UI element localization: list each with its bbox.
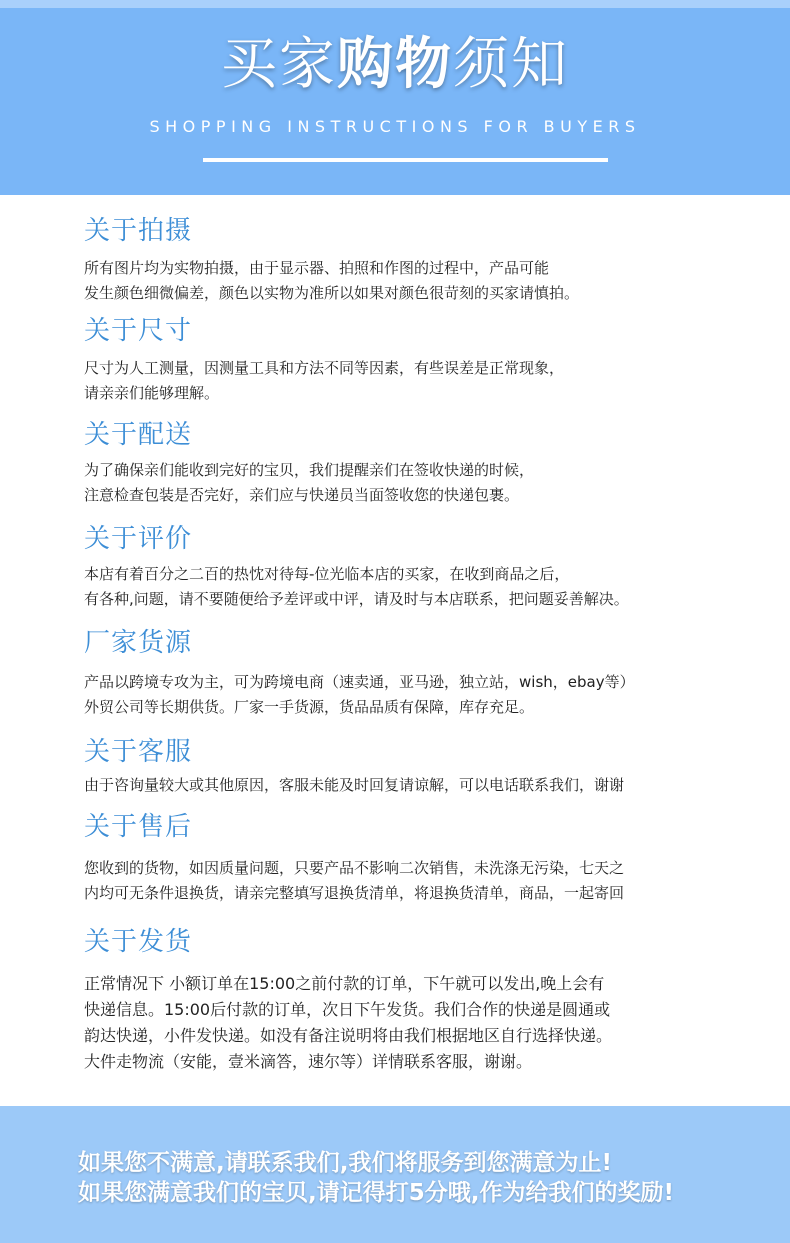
section-text-line: 外贸公司等长期供货。厂家一手货源，货品品质有保障，库存充足。	[84, 698, 535, 716]
page-title	[0, 30, 790, 100]
section-after-sales	[84, 810, 724, 906]
section-size	[84, 314, 724, 406]
section-text-line: 内均可无条件退换货，请亲完整填写退换货清单，将退换货清单，商品，一起寄回	[84, 884, 625, 902]
section-heading: 关于拍摄	[84, 216, 193, 246]
page-subtitle: SHOPPING INSTRUCTIONS FOR BUYERS	[149, 117, 641, 136]
section-text-line: 大件走物流（安能，壹米滴答，速尔等）详情联系客服，谢谢。	[84, 1052, 533, 1071]
title-part-1: 买家	[221, 32, 337, 97]
section-heading: 关于评价	[84, 524, 193, 554]
section-text-line: 注意检查包装是否完好，亲们应与快递员当面签收您的快递包裹。	[84, 486, 520, 504]
header-divider	[203, 158, 608, 162]
footer-line-1: 如果您不满意,请联系我们,我们将服务到您满意为止!	[78, 1150, 612, 1176]
section-heading: 关于配送	[84, 420, 193, 450]
section-text-line: 您收到的货物，如因质量问题，只要产品不影响二次销售，未洗涤无污染，七天之	[84, 859, 625, 877]
section-text-line: 韵达快递，小件发快递。如没有备注说明将由我们根据地区自行选择快递。	[84, 1026, 613, 1045]
section-text-line: 有各种,问题，请不要随便给予差评或中评，请及时与本店联系，把问题妥善解决。	[84, 590, 629, 608]
footer-banner	[0, 1106, 790, 1243]
section-heading: 关于尺寸	[84, 316, 193, 346]
section-text-line: 由于咨询量较大或其他原因，客服未能及时回复请谅解，可以电话联系我们，谢谢	[84, 776, 625, 794]
title-part-2: 购物	[337, 32, 453, 97]
footer-line-2: 如果您满意我们的宝贝,请记得打5分哦,作为给我们的奖励!	[78, 1180, 674, 1206]
header-banner	[0, 0, 790, 195]
section-heading: 关于客服	[84, 737, 193, 767]
section-reviews	[84, 522, 724, 612]
section-text-line: 为了确保亲们能收到完好的宝贝，我们提醒亲们在签收快递的时候，	[84, 461, 535, 479]
section-text-line: 本店有着百分之二百的热忱对待每-位光临本店的买家，在收到商品之后，	[84, 565, 570, 583]
section-heading: 厂家货源	[84, 628, 193, 658]
section-text-line: 请亲亲们能够理解。	[84, 384, 220, 402]
header-top-strip	[0, 0, 790, 8]
section-text-line: 产品以跨境专攻为主，可为跨境电商（速卖通，亚马逊，独立站，wish，ebay等）	[84, 673, 635, 691]
section-text-line: 正常情况下 小额订单在15:00之前付款的订单，下午就可以发出,晚上会有	[84, 974, 605, 993]
section-heading: 关于售后	[84, 812, 193, 842]
section-text-line: 尺寸为人工测量，因测量工具和方法不同等因素，有些误差是正常现象，	[84, 359, 565, 377]
section-supply	[84, 626, 724, 720]
section-heading: 关于发货	[84, 927, 193, 957]
title-part-3: 须知	[453, 32, 569, 97]
section-customer-service	[84, 735, 724, 798]
section-shipping	[84, 925, 724, 1075]
section-text-line: 发生颜色细微偏差，颜色以实物为准所以如果对颜色很苛刻的买家请慎拍。	[84, 284, 580, 302]
section-text-line: 所有图片均为实物拍摄，由于显示器、拍照和作图的过程中，产品可能	[84, 259, 550, 277]
section-delivery	[84, 418, 724, 508]
section-text-line: 快递信息。15:00后付款的订单，次日下午发货。我们合作的快递是圆通或	[84, 1000, 611, 1019]
section-photography	[84, 214, 724, 306]
